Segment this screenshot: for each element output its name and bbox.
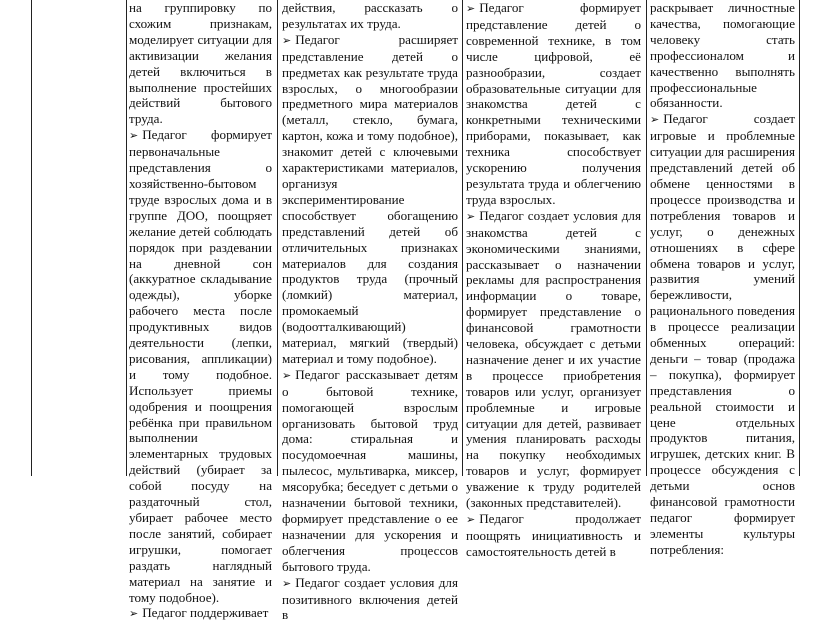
paragraph-text: раскрывает личностные качества, помогающие человеку стать профессионалом и качественно выполнять профессиональные обязанности.: [650, 0, 795, 111]
paragraph: [650, 111, 795, 557]
paragraph-text: Педагог создает условия для знакомства детей с экономическими знаниями, рассказывает о назначении рекламы для распространения информации о товаре, формирует представление о финансовой грамотности человека, обсуждает с детьми назначение денег и их участие в процессе приобретения товаров или услуг, организует проблемные и игровые ситуации для детей, развивает умения планировать расходы на покупку необходимых товаров и услуг, формирует уважение к труду родителей (законных представителей).: [466, 207, 641, 511]
paragraph-text: Педагог расширяет представление детей о предметах как результате труда взрослых, о многообразии предметного мира материалов (металл, стекло, бумага, картон, кожа и тому подобное), знакомит детей с ключевыми характеристиками материалов, организуя экспериментирование способствует обогащению представлений детей об отличительных признаках материалов для создания продуктов труда (прочный (ломкий) материал, промокаемый (водоотталкивающий) материал, мягкий (твердый) материал и тому подобное).: [282, 31, 458, 366]
paragraph: [129, 127, 272, 605]
table-border: [126, 0, 127, 476]
table-border: [31, 0, 32, 476]
arrow-bullet-icon: ➢: [282, 33, 292, 47]
table-column-first: [37, 0, 123, 476]
paragraph-text: Педагог формирует первоначальные представления о хозяйственно-бытовом труде взрослых дома и в группе ДОО, поощряет желание детей соблюдать порядок при раздевании на дневной сон (аккуратное складывание одежды), уборке рабочего места после продуктивных видов деятельности (лепки, рисования, аппликации) и тому подобное. Использует приемы одобрения и поощрения ребёнка при правильном выполнении элементарных трудовых действий (убирает за собой посуду на раздаточный стол, убирает рабочее место после занятий, собирает игрушки, помогает раздать наглядный материал на занятие и тому подобное).: [129, 127, 272, 605]
paragraph: [129, 0, 272, 127]
paragraph: [466, 0, 641, 208]
arrow-bullet-icon: ➢: [129, 129, 139, 143]
table-column-fourth: [466, 0, 641, 559]
arrow-bullet-icon: ➢: [282, 576, 292, 590]
paragraph-text: Педагог создает условия для позитивного включения детей в: [282, 574, 458, 623]
paragraph: [466, 511, 641, 560]
arrow-bullet-icon: ➢: [466, 2, 476, 15]
arrow-bullet-icon: ➢: [282, 368, 292, 382]
paragraph-text: Педагог поддерживает: [142, 605, 269, 621]
table-column-second: [129, 0, 272, 621]
arrow-bullet-icon: ➢: [129, 607, 139, 621]
paragraph: [282, 0, 458, 32]
paragraph: [650, 0, 795, 111]
paragraph-text: действия, рассказать о результатах их труда.: [282, 0, 458, 31]
paragraph-text: Педагог продолжает поощрять инициативность и самостоятельность детей в: [466, 511, 641, 559]
paragraph: [466, 208, 641, 511]
paragraph-text: на группировку по схожим признакам, моделирует ситуации для активизации желания детей включиться в выполнение простейших действий бытового труда.: [129, 0, 272, 127]
table-border: [462, 0, 463, 476]
paragraph-text: Педагог рассказывает детям о бытовой технике, помогающей взрослым организовать бытовой труд дома: стиральная и посудомоечная машины, пылесос, мультиварка, миксер, мясорубка; беседует с детьми о назначении бытовой техники, формирует представление о ее назначении для ускорения и облегчения процессов бытового труда.: [282, 366, 458, 574]
paragraph-text: Педагог формирует представление детей о современной технике, в том числе цифровой, её разнообразии, создает образовательные ситуации для знакомства детей с конкретными техническими приборами, показывает, как техника способствует ускорению получения результата труда и облегчению труда взрослых.: [466, 0, 641, 207]
arrow-bullet-icon: ➢: [650, 113, 660, 127]
table-border: [799, 0, 800, 476]
paragraph: [282, 32, 458, 367]
paragraph: [282, 367, 458, 575]
table-border: [646, 0, 647, 476]
arrow-bullet-icon: ➢: [466, 513, 476, 526]
paragraph: [282, 575, 458, 623]
table-column-third: [282, 0, 458, 623]
table-column-fifth: [650, 0, 795, 557]
paragraph-text: Педагог создает игровые и проблемные ситуации для расширения представлений детей об обмене ценностями в процессе производства и потребления товаров и услуг, о денежных отношениях в сфере обмена товаров и услуг, развития умений бережливости, рационального поведения в процессе реализации обменных операций: деньги – товар (продажа – покупка), формирует представления о реальной стоимости и цене отдельных продуктов питания, игрушек, детских книг. В процессе обсуждения с детьми основ финансовой грамотности педагог формирует элементы культуры потребления:: [650, 111, 795, 557]
arrow-bullet-icon: ➢: [466, 209, 476, 223]
table-border: [277, 0, 278, 476]
paragraph: [129, 605, 272, 622]
